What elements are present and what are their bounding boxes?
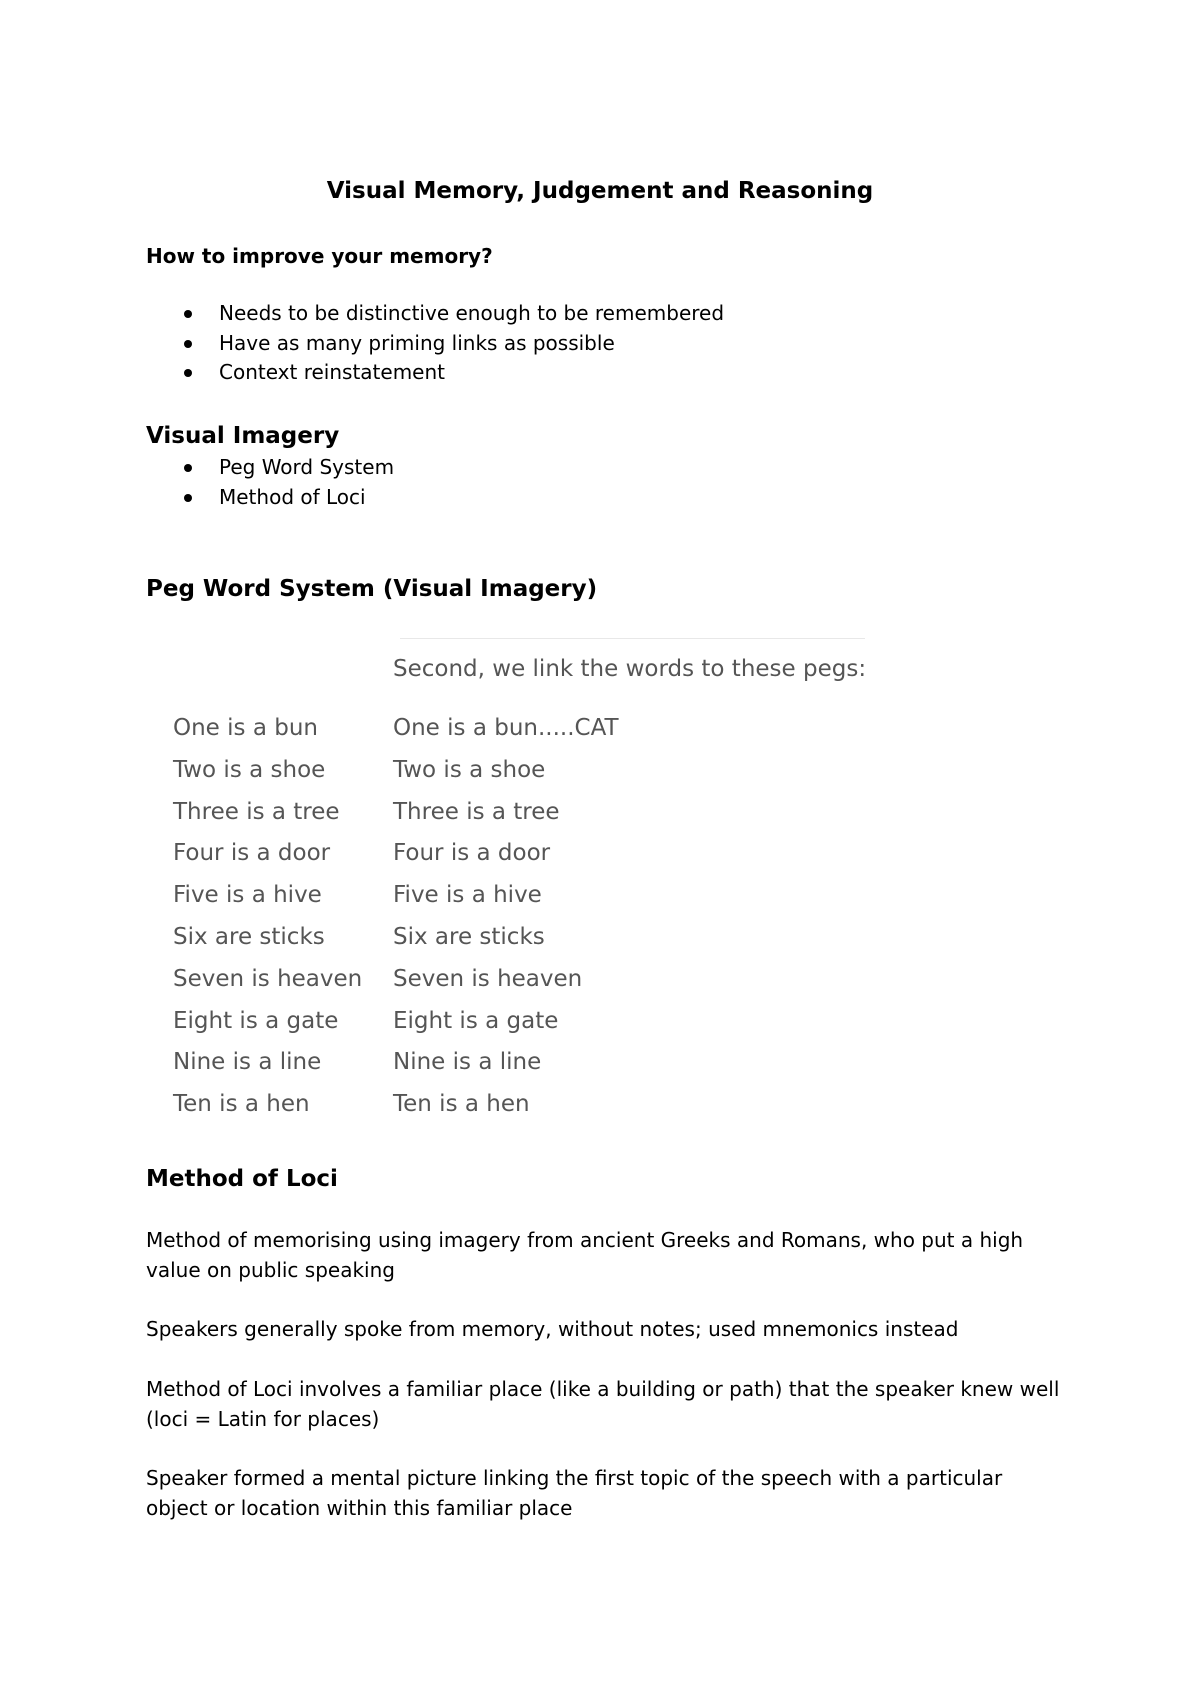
list-item: One is a bun [173,715,318,741]
list-item-text: Method of Loci [219,484,366,509]
list-item: Eight is a gate [173,1007,339,1034]
list-item-text: Context reinstatement [219,360,445,384]
list-item: Eight is a gate [393,1007,559,1034]
loci-paragraph: Method of memorising using imagery from ancient Greeks and Romans, who put a high value on public speaking [146,1228,1024,1282]
list-item [146,329,724,359]
list-item: Ten is a hen [393,1091,530,1118]
image-divider [400,638,865,639]
loci-paragraph: Speakers generally spoke from memory, without notes; used mnemonics instead [146,1317,959,1341]
bullet-icon [184,494,192,502]
list-item: Three is a tree [393,798,560,825]
bullet-icon [184,340,192,348]
peg-list-right [393,708,619,1126]
list-item [146,453,394,483]
method-of-loci-heading: Method of Loci [146,1166,338,1192]
list-item [146,299,724,329]
list-item [146,483,394,513]
improve-memory-list [146,299,724,388]
list-item [146,358,724,388]
visual-imagery-heading: Visual Imagery [146,423,340,449]
list-item-text: Have as many priming links as possible [219,330,615,355]
list-item: Four is a door [173,840,331,867]
bullet-icon [184,310,192,318]
list-item: Two is a shoe [393,756,546,783]
list-item: Seven is heaven [393,965,583,992]
list-item: Ten is a hen [173,1091,310,1118]
bullet-icon [184,464,192,472]
peg-word-heading: Peg Word System (Visual Imagery) [146,576,598,602]
list-item-text: Needs to be distinctive enough to be remembered [219,301,725,325]
list-item: One is a bun.....CAT [393,715,619,741]
loci-paragraph: Method of Loci involves a familiar place (like a building or path) that the speaker knew well (loci = Latin for places) [146,1377,1060,1431]
list-item: Six are sticks [393,923,545,950]
list-item: Two is a shoe [173,756,326,783]
improve-memory-heading: How to improve your memory? [146,244,493,268]
peg-image-caption: Second, we link the words to these pegs: [393,656,867,682]
list-item: Five is a hive [393,882,542,909]
list-item-text: Peg Word System [219,455,395,479]
visual-imagery-list [146,453,394,512]
list-item: Seven is heaven [173,965,363,992]
list-item: Five is a hive [173,882,322,909]
list-item: Four is a door [393,840,551,867]
list-item: Nine is a line [393,1049,542,1076]
bullet-icon [184,369,192,377]
peg-word-image [150,636,870,1120]
list-item: Three is a tree [173,798,340,825]
list-item: Six are sticks [173,923,325,950]
page-title: Visual Memory, Judgement and Reasoning [326,178,874,204]
peg-list-left [173,708,362,1126]
loci-paragraph: Speaker formed a mental picture linking the first topic of the speech with a particular object or location within this familiar place [146,1466,1003,1520]
list-item: Nine is a line [173,1049,322,1076]
